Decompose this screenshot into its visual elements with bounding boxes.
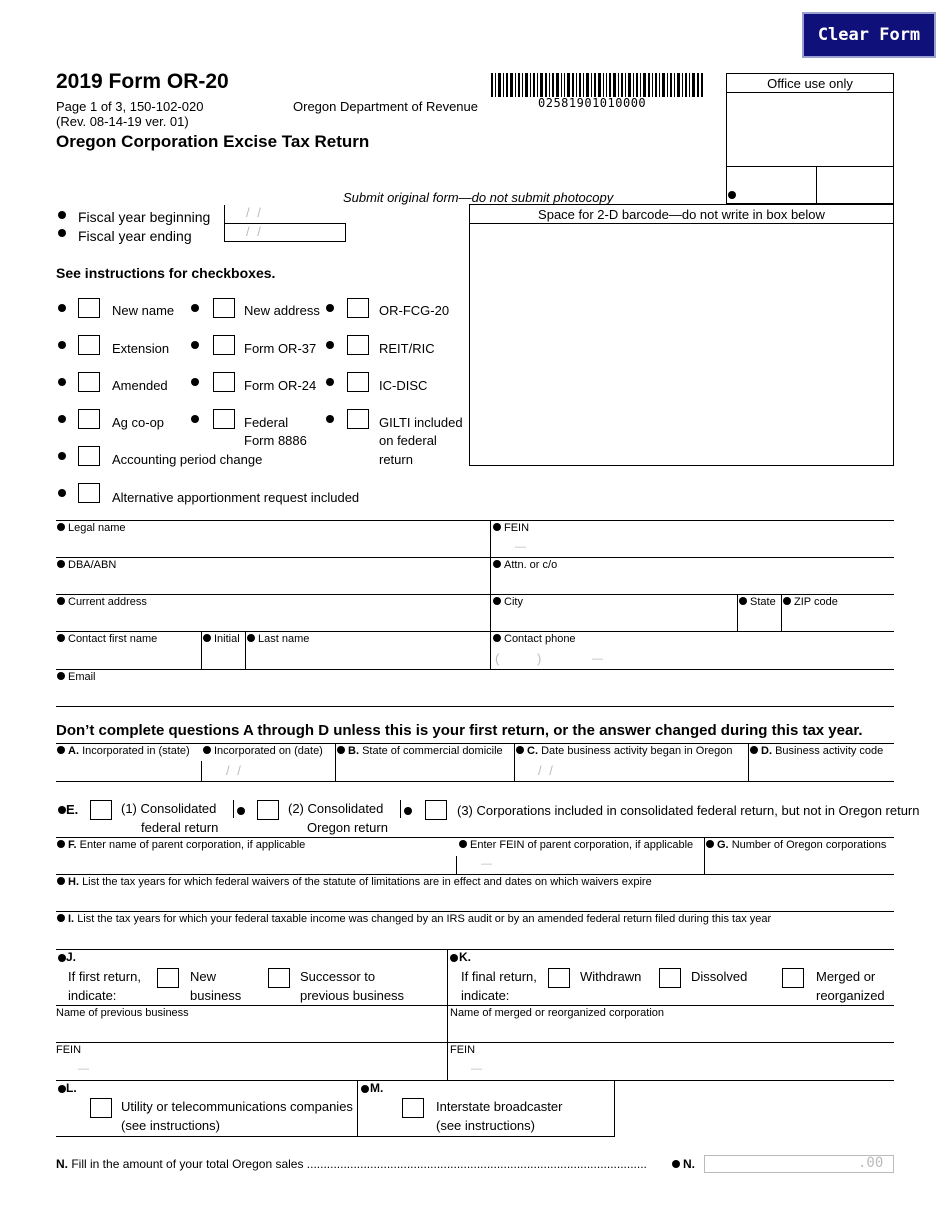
bullet bbox=[58, 378, 66, 386]
barcode-space-label: Space for 2-D barcode—do not write in box below bbox=[538, 207, 825, 222]
bullet bbox=[361, 1085, 369, 1093]
new-name-label: New name bbox=[112, 303, 175, 318]
date-mask: / / bbox=[226, 763, 243, 778]
question-f-label: F. Enter name of parent corporation, if applicable bbox=[57, 839, 305, 851]
bullet bbox=[326, 341, 334, 349]
bullet bbox=[326, 304, 334, 312]
bullet bbox=[58, 304, 66, 312]
ag-coop-checkbox[interactable] bbox=[78, 409, 100, 429]
state-input[interactable] bbox=[739, 610, 779, 630]
dissolved-checkbox[interactable] bbox=[659, 968, 681, 988]
successor-label: Successor to bbox=[300, 969, 376, 984]
broadcaster-label: Interstate broadcaster bbox=[436, 1099, 563, 1114]
fiscal-ending-label: Fiscal year ending bbox=[78, 228, 192, 244]
corporations-included-label: (3) Corporations included in consolidated federal return, but not in Oregon return bbox=[457, 803, 920, 818]
initial-input[interactable] bbox=[203, 647, 243, 667]
previous-business-label: Name of previous business bbox=[56, 1007, 189, 1019]
utility-checkbox[interactable] bbox=[90, 1098, 112, 1118]
amended-label: Amended bbox=[112, 378, 168, 393]
barcode-number: 02581901010000 bbox=[538, 96, 647, 110]
new-name-checkbox[interactable] bbox=[78, 298, 100, 318]
new-business-label: business bbox=[190, 988, 242, 1003]
new-business-checkbox[interactable] bbox=[157, 968, 179, 988]
reit-ric-label: REIT/RIC bbox=[379, 341, 435, 356]
bullet bbox=[404, 807, 412, 815]
alt-apportionment-checkbox[interactable] bbox=[78, 483, 100, 503]
form-title: 2019 Form OR-20 bbox=[56, 70, 229, 93]
bullet bbox=[326, 378, 334, 386]
state-label: State bbox=[739, 596, 776, 608]
merged-fein-input[interactable] bbox=[450, 1058, 892, 1078]
oregon-sales-cents: .00 bbox=[858, 1155, 884, 1171]
gilti-label: on federal bbox=[379, 433, 437, 448]
fein-label: FEIN bbox=[493, 522, 529, 534]
withdrawn-label: Withdrawn bbox=[580, 969, 642, 984]
question-m-key: M. bbox=[370, 1081, 384, 1095]
checkbox-instructions: See instructions for checkboxes. bbox=[56, 265, 276, 281]
merged-checkbox[interactable] bbox=[782, 968, 804, 988]
successor-label: previous business bbox=[300, 988, 405, 1003]
fiscal-beginning-label: Fiscal year beginning bbox=[78, 209, 211, 225]
clear-form-button[interactable]: Clear Form bbox=[802, 12, 936, 58]
broadcaster-checkbox[interactable] bbox=[402, 1098, 424, 1118]
question-a-label: A. Incorporated in (state) bbox=[57, 745, 190, 757]
extension-label: Extension bbox=[112, 341, 170, 356]
current-address-input[interactable] bbox=[58, 610, 486, 630]
bullet bbox=[58, 806, 66, 814]
form-or-37-checkbox[interactable] bbox=[213, 335, 235, 355]
attn-input[interactable] bbox=[494, 573, 892, 593]
federal-8886-label: Federal bbox=[244, 415, 289, 430]
federal-8886-label: Form 8886 bbox=[244, 433, 307, 448]
barcode-image bbox=[491, 73, 703, 97]
audit-years-input[interactable] bbox=[58, 928, 892, 947]
contact-phone-input[interactable] bbox=[494, 647, 892, 667]
extension-checkbox[interactable] bbox=[78, 335, 100, 355]
fiscal-beginning-input[interactable] bbox=[224, 205, 346, 224]
revision: (Rev. 08-14-19 ver. 01) bbox=[56, 114, 189, 129]
dba-input[interactable] bbox=[58, 573, 486, 593]
last-name-label: Last name bbox=[247, 633, 309, 645]
last-name-input[interactable] bbox=[248, 647, 488, 667]
zip-input[interactable] bbox=[783, 610, 892, 630]
phone-mask-left: ( bbox=[495, 651, 500, 666]
utility-label: (see instructions) bbox=[121, 1118, 220, 1133]
activity-code-input[interactable] bbox=[750, 762, 892, 780]
utility-label: Utility or telecommunications companies bbox=[121, 1099, 353, 1114]
bullet bbox=[58, 211, 66, 219]
question-n-marker: N. bbox=[672, 1157, 695, 1171]
consolidated-federal-checkbox[interactable] bbox=[90, 800, 112, 820]
legal-name-input[interactable] bbox=[58, 536, 486, 556]
bullet bbox=[728, 191, 736, 199]
merged-label: Merged or bbox=[816, 969, 876, 984]
contact-phone-label: Contact phone bbox=[493, 633, 576, 645]
form-name: Oregon Corporation Excise Tax Return bbox=[56, 132, 370, 151]
bullet bbox=[237, 807, 245, 815]
final-return-label: indicate: bbox=[461, 988, 510, 1003]
department-name: Oregon Department of Revenue bbox=[293, 99, 478, 114]
email-label: Email bbox=[57, 671, 96, 683]
consolidated-federal-label: (1) Consolidated bbox=[121, 801, 217, 816]
bullet bbox=[58, 954, 66, 962]
bullet bbox=[58, 415, 66, 423]
current-address-label: Current address bbox=[57, 596, 147, 608]
question-g-label: G. Number of Oregon corporations bbox=[706, 839, 886, 851]
gilti-label: return bbox=[379, 452, 413, 467]
gilti-label: GILTI included bbox=[379, 415, 463, 430]
question-j-key: J. bbox=[66, 950, 77, 964]
first-return-label: indicate: bbox=[68, 988, 117, 1003]
parent-name-input[interactable] bbox=[58, 855, 453, 873]
bullet bbox=[191, 304, 199, 312]
question-c-label: C. Date business activity began in Oregon bbox=[516, 745, 732, 757]
zip-label: ZIP code bbox=[783, 596, 838, 608]
ic-disc-checkbox[interactable] bbox=[347, 372, 369, 392]
legal-name-label: Legal name bbox=[57, 522, 126, 534]
date-mask: / / bbox=[538, 763, 555, 778]
merged-corporation-input[interactable] bbox=[450, 1021, 892, 1041]
question-i-label: I. List the tax years for which your federal taxable income was changed by an IRS audit or by an amended federal return filed during this tax year bbox=[57, 913, 771, 925]
question-k-key: K. bbox=[459, 950, 471, 964]
phone-mask-dash: — bbox=[592, 653, 603, 665]
barcode-space-box bbox=[469, 204, 894, 466]
merged-corporation-label: Name of merged or reorganized corporation bbox=[450, 1007, 665, 1019]
or-fcg-20-label: OR-FCG-20 bbox=[379, 303, 450, 318]
broadcaster-label: (see instructions) bbox=[436, 1118, 535, 1133]
bullet bbox=[191, 341, 199, 349]
activity-began-input[interactable] bbox=[516, 762, 746, 780]
new-address-label: New address bbox=[244, 303, 320, 318]
incorporated-date-input[interactable] bbox=[203, 762, 333, 780]
bullet bbox=[58, 341, 66, 349]
question-e-key: E. bbox=[66, 802, 79, 817]
question-n-label: N. Fill in the amount of your total Oregon sales ...................................................................................................... bbox=[56, 1157, 647, 1171]
question-b-label: B. State of commercial domicile bbox=[337, 745, 503, 757]
question-a2-label: Incorporated on (date) bbox=[203, 745, 323, 757]
attn-label: Attn. or c/o bbox=[493, 559, 557, 571]
ic-disc-label: IC-DISC bbox=[379, 378, 428, 393]
phone-mask-right: ) bbox=[537, 651, 542, 666]
contact-first-input[interactable] bbox=[58, 647, 198, 667]
office-use-label: Office use only bbox=[767, 76, 853, 91]
merged-fein-label: FEIN bbox=[450, 1044, 476, 1056]
fein-mask: — bbox=[481, 858, 492, 870]
contact-first-label: Contact first name bbox=[57, 633, 157, 645]
consolidated-oregon-checkbox[interactable] bbox=[257, 800, 279, 820]
parent-fein-input[interactable] bbox=[459, 855, 702, 873]
new-address-checkbox[interactable] bbox=[213, 298, 235, 318]
first-return-label: If first return, bbox=[68, 969, 141, 984]
or-fcg-20-checkbox[interactable] bbox=[347, 298, 369, 318]
commercial-domicile-input[interactable] bbox=[338, 762, 512, 780]
initial-label: Initial bbox=[203, 633, 240, 645]
parent-fein-label: Enter FEIN of parent corporation, if applicable bbox=[459, 839, 693, 851]
merged-label: reorganized bbox=[816, 988, 885, 1003]
dissolved-label: Dissolved bbox=[691, 969, 748, 984]
corporations-included-checkbox[interactable] bbox=[425, 800, 447, 820]
previous-fein-input[interactable] bbox=[57, 1058, 445, 1078]
gilti-checkbox[interactable] bbox=[347, 409, 369, 429]
date-mask: / / bbox=[246, 205, 263, 220]
form-or-24-checkbox[interactable] bbox=[213, 372, 235, 392]
bullet bbox=[58, 489, 66, 497]
questions-heading: Don’t complete questions A through D unless this is your first return, or the answer changed during this tax year. bbox=[56, 722, 863, 739]
bullet bbox=[191, 415, 199, 423]
federal-8886-checkbox[interactable] bbox=[213, 409, 235, 429]
bullet bbox=[326, 415, 334, 423]
new-business-label: New bbox=[190, 969, 217, 984]
ag-coop-label: Ag co-op bbox=[112, 415, 165, 430]
bullet bbox=[58, 229, 66, 237]
accounting-period-label: Accounting period change bbox=[112, 452, 263, 467]
dba-label: DBA/ABN bbox=[57, 559, 116, 571]
withdrawn-checkbox[interactable] bbox=[548, 968, 570, 988]
consolidated-oregon-label: Oregon return bbox=[307, 820, 388, 835]
consolidated-federal-label: federal return bbox=[141, 820, 219, 835]
bullet bbox=[58, 452, 66, 460]
incorporated-state-input[interactable] bbox=[58, 762, 198, 780]
city-input[interactable] bbox=[494, 610, 734, 630]
previous-fein-label: FEIN bbox=[56, 1044, 82, 1056]
fein-mask: — bbox=[78, 1063, 89, 1075]
question-d-label: D. Business activity code bbox=[750, 745, 883, 757]
form-or-37-label: Form OR-37 bbox=[244, 341, 317, 356]
question-l-key: L. bbox=[66, 1081, 77, 1095]
waivers-input[interactable] bbox=[58, 891, 892, 909]
final-return-label: If final return, bbox=[461, 969, 537, 984]
alt-apportionment-label: Alternative apportionment request included bbox=[112, 490, 360, 505]
page-info: Page 1 of 3, 150-102-020 bbox=[56, 99, 204, 114]
bullet bbox=[58, 1085, 66, 1093]
fein-input[interactable] bbox=[494, 536, 892, 556]
submit-note: Submit original form—do not submit photocopy bbox=[343, 190, 614, 205]
accounting-period-checkbox[interactable] bbox=[78, 446, 100, 466]
city-label: City bbox=[493, 596, 523, 608]
fein-mask: — bbox=[515, 541, 526, 553]
successor-checkbox[interactable] bbox=[268, 968, 290, 988]
reit-ric-checkbox[interactable] bbox=[347, 335, 369, 355]
consolidated-oregon-label: (2) Consolidated bbox=[288, 801, 384, 816]
amended-checkbox[interactable] bbox=[78, 372, 100, 392]
date-mask: / / bbox=[246, 224, 263, 239]
fiscal-ending-input[interactable] bbox=[224, 224, 346, 242]
form-or-24-label: Form OR-24 bbox=[244, 378, 317, 393]
oregon-corporations-count-input[interactable] bbox=[706, 855, 892, 873]
bullet bbox=[191, 378, 199, 386]
fein-mask: — bbox=[471, 1063, 482, 1075]
email-input[interactable] bbox=[58, 685, 892, 705]
question-h-label: H. List the tax years for which federal waivers of the statute of limitations are in effect and dates on which waivers expire bbox=[57, 876, 652, 888]
bullet bbox=[450, 954, 458, 962]
previous-business-input[interactable] bbox=[57, 1021, 445, 1041]
